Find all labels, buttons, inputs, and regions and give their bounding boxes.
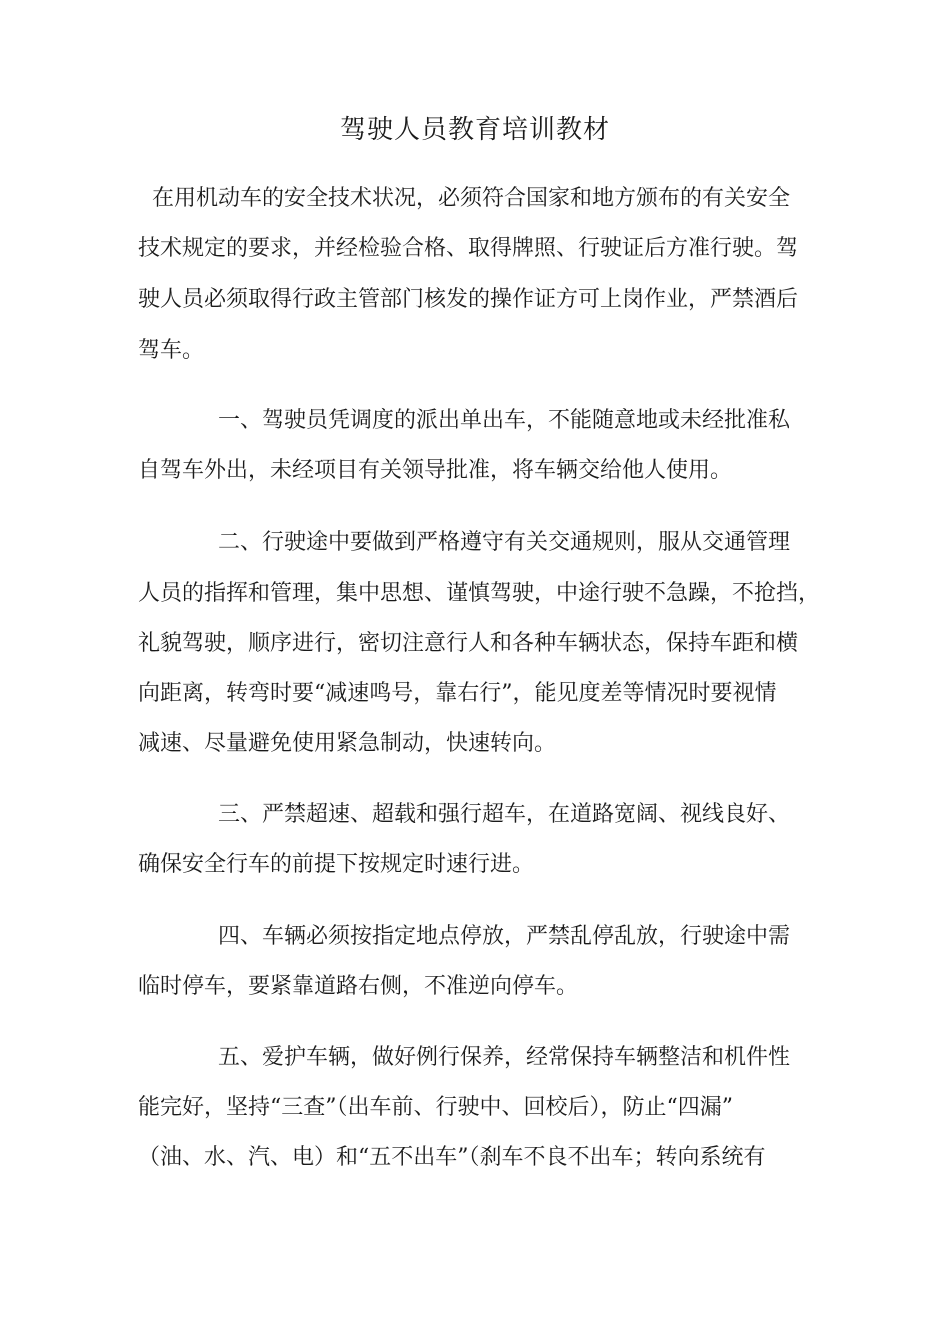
section3-line-1: 三、严禁超速、超载和强行超车，在道路宽阔、视线良好、 bbox=[218, 802, 791, 827]
section2-line-3: 礼貌驾驶，顺序进行，密切注意行人和各种车辆状态，保持车距和横 bbox=[138, 631, 799, 656]
section2-line-2: 人员的指挥和管理，集中思想、谨慎驾驶，中途行驶不急躁，不抢挡， bbox=[138, 581, 821, 606]
section5-line-3: （油、水、汽、电）和“五不出车”（刹车不良不出车；转向系统有 bbox=[138, 1145, 766, 1170]
section2-line-4: 向距离，转弯时要“减速鸣号，靠右行”，能见度差等情况时要视情 bbox=[138, 681, 777, 706]
section5-line-1: 五、爱护车辆，做好例行保养，经常保持车辆整洁和机件性 bbox=[218, 1045, 791, 1070]
section5-line-2: 能完好，坚持“三查”（出车前、行驶中、回校后），防止“四漏” bbox=[138, 1095, 733, 1120]
section2-line-1: 二、行驶途中要做到严格遵守有关交通规则，服从交通管理 bbox=[218, 530, 791, 555]
intro-line-1: 在用机动车的安全技术状况，必须符合国家和地方颁布的有关安全 bbox=[152, 186, 791, 211]
section3-line-2: 确保安全行车的前提下按规定时速行进。 bbox=[138, 852, 535, 877]
intro-line-3: 驶人员必须取得行政主管部门核发的操作证方可上岗作业，严禁酒后 bbox=[138, 287, 799, 312]
section1-line-1: 一、驾驶员凭调度的派出单出车，不能随意地或未经批准私 bbox=[218, 408, 791, 433]
section4-line-2: 临时停车，要紧靠道路右侧，不准逆向停车。 bbox=[138, 974, 579, 999]
section4-line-1: 四、车辆必须按指定地点停放，严禁乱停乱放，行驶途中需 bbox=[218, 924, 791, 949]
section1-line-2: 自驾车外出，未经项目有关领导批准，将车辆交给他人使用。 bbox=[138, 458, 733, 483]
intro-line-2: 技术规定的要求，并经检验合格、取得牌照、行驶证后方准行驶。驾 bbox=[138, 236, 799, 261]
intro-line-4: 驾车。 bbox=[138, 338, 205, 363]
section2-line-5: 减速、尽量避免使用紧急制动，快速转向。 bbox=[138, 731, 557, 756]
document-title: 驾驶人员教育培训教材 bbox=[339, 115, 610, 145]
